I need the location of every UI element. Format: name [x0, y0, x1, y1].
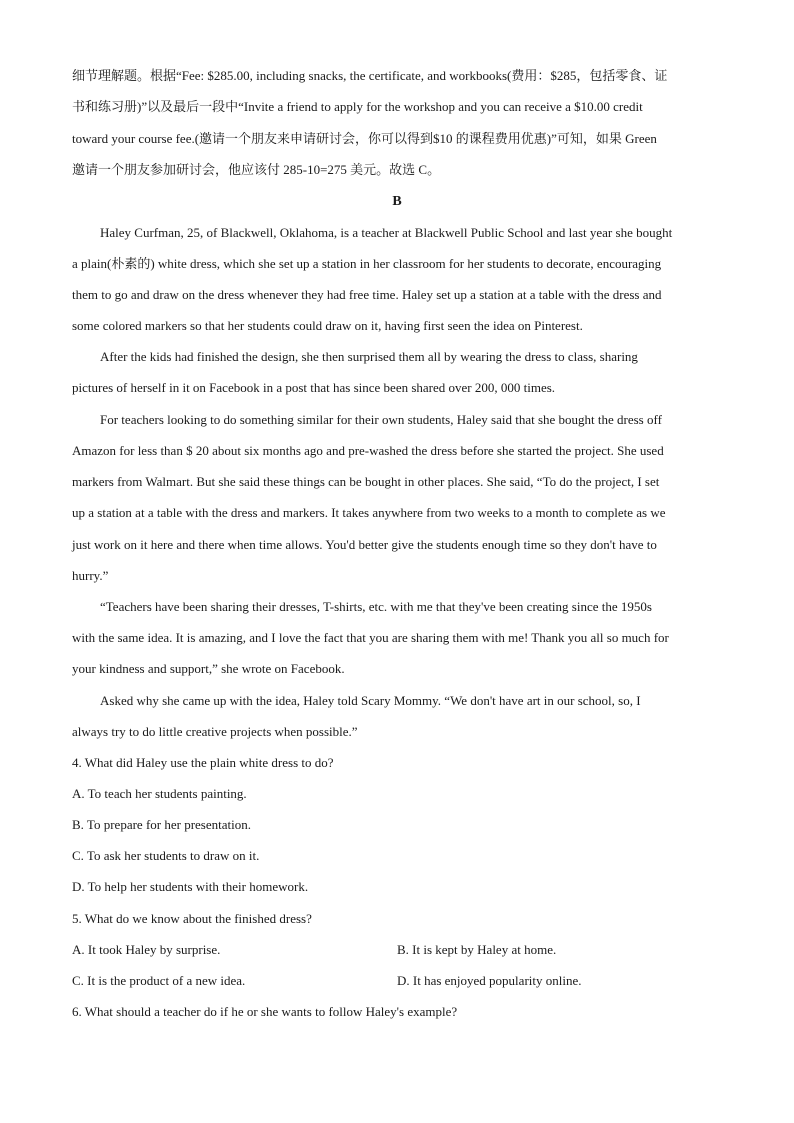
passage-p4-line-2: with the same idea. It is amazing, and I love the fact that you are sharing them with me! Thank you all so much for [72, 630, 669, 645]
passage-p1-line-4: some colored markers so that her students could draw on it, having first seen the idea on Pinterest. [72, 318, 583, 333]
passage-p5-line-2: always try to do little creative projects when possible.” [72, 724, 358, 739]
question-6-stem: 6. What should a teacher do if he or she wants to follow Haley's example? [72, 1004, 458, 1019]
explanation-line-2: 书和练习册)”以及最后一段中“Invite a friend to apply for the workshop and you can receive a $10.00 credit [72, 99, 643, 114]
passage-p3-line-3: markers from Walmart. But she said these things can be bought in other places. She said, “To do the project, I set [72, 474, 660, 489]
section-title: B [392, 194, 402, 209]
passage-p4-line-3: your kindness and support,” she wrote on Facebook. [72, 661, 345, 676]
passage-p3-line-4: up a station at a table with the dress and markers. It takes anywhere from two weeks to a month to complete as we [72, 505, 666, 520]
question-4-option-b: B. To prepare for her presentation. [72, 817, 251, 832]
passage-p1-line-3: them to go and draw on the dress whenever they had free time. Haley set up a station at a table with the dress and [72, 287, 662, 302]
passage-p4-line-1: “Teachers have been sharing their dresses, T-shirts, etc. with me that they've been creating since the 1950s [100, 599, 652, 614]
passage-p1-line-1: Haley Curfman, 25, of Blackwell, Oklahoma, is a teacher at Blackwell Public School and last year she bought [100, 225, 673, 240]
passage-p1-line-2: a plain(朴素的) white dress, which she set up a station in her classroom for her students to decorate, encouraging [72, 256, 662, 271]
explanation-line-4: 邀请一个朋友参加研讨会，他应该付 285-10=275 美元。故选 C。 [72, 162, 441, 177]
question-4-stem: 4. What did Haley use the plain white dress to do? [72, 755, 334, 770]
explanation-line-1: 细节理解题。根据“Fee: $285.00, including snacks, the certificate, and workbooks(费用：$285，包括零食、证 [72, 68, 668, 83]
explanation-line-3: toward your course fee.(邀请一个朋友来申请研讨会，你可以得到$10 的课程费用优惠)”可知，如果 Green [72, 131, 657, 146]
passage-p3-line-2: Amazon for less than $ 20 about six months ago and pre-washed the dress before she started the project. She used [72, 443, 664, 458]
question-5-stem: 5. What do we know about the finished dress? [72, 911, 312, 926]
passage-p3-line-6: hurry.” [72, 568, 109, 583]
passage-p2-line-1: After the kids had finished the design, she then surprised them all by wearing the dress to class, sharing [100, 349, 638, 364]
question-5-option-c: C. It is the product of a new idea. [72, 973, 246, 988]
question-5-option-b: B. It is kept by Haley at home. [397, 942, 557, 957]
question-5-option-a: A. It took Haley by surprise. [72, 942, 221, 957]
question-4-option-c: C. To ask her students to draw on it. [72, 848, 260, 863]
question-4-option-a: A. To teach her students painting. [72, 786, 247, 801]
passage-p3-line-5: just work on it here and there when time allows. You'd better give the students enough time so they don't have to [72, 537, 657, 552]
passage-p2-line-2: pictures of herself in it on Facebook in a post that has since been shared over 200, 000 times. [72, 380, 556, 395]
passage-p5-line-1: Asked why she came up with the idea, Haley told Scary Mommy. “We don't have art in our school, so, I [100, 693, 641, 708]
question-4-option-d: D. To help her students with their homework. [72, 879, 309, 894]
question-5-option-d: D. It has enjoyed popularity online. [397, 973, 582, 988]
passage-p3-line-1: For teachers looking to do something similar for their own students, Haley said that she bought the dress off [100, 412, 662, 427]
